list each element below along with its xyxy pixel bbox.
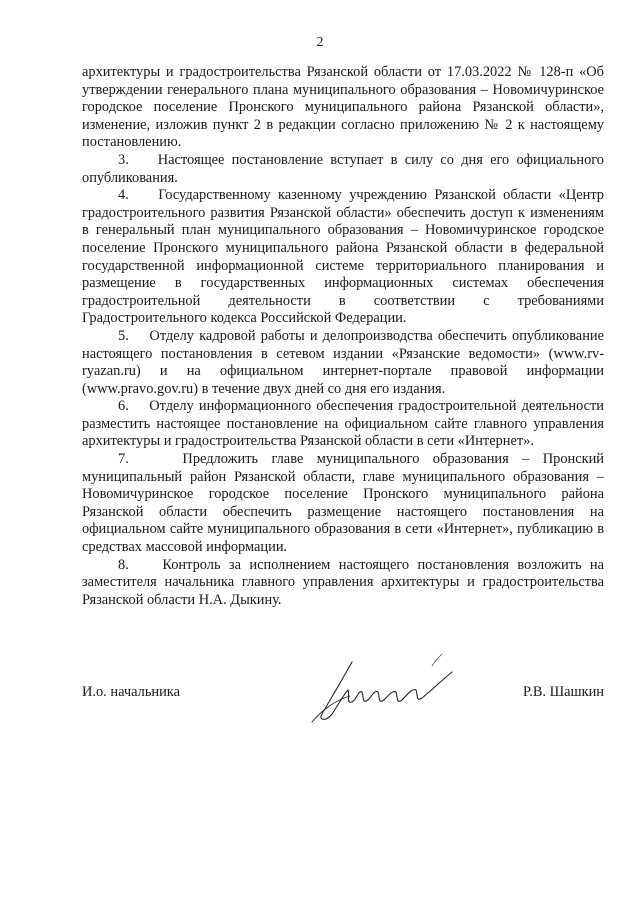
document-body	[82, 64, 604, 609]
paragraph-item-7: 7. Предложить главе муниципального образования – Пронский муниципальный район Рязанской области, главе муниципального образования – Новомичуринское городское поселение Пронского муниципального района Рязанской области обеспечить размещение настоящего постановления на официальном сайте муниципального образования в сети «Интернет», публикацию в средствах массовой информации.	[82, 451, 604, 556]
signatory-title: И.о. начальника	[82, 684, 180, 700]
signature-block	[82, 680, 604, 740]
paragraph-item-6: 6. Отделу информационного обеспечения градостроительной деятельности разместить настоящее постановление на официальном сайте главного управления архитектуры и градостроительства Рязанской области в сети «Интернет».	[82, 398, 604, 450]
paragraph-item-4: 4. Государственному казенному учреждению Рязанской области «Центр градостроительного развития Рязанской области» обеспечить доступ к изменениям в генеральный план муниципального образования – Новомичуринское городское поселение Пронского муниципального района Рязанской области в федеральной государственной информационной системе территориального планирования и размещение в государственных информационных системах обеспечения градостроительной деятельности в соответствии с требованиями Градостроительного кодекса Российской Федерации.	[82, 187, 604, 327]
paragraph-continuation: архитектуры и градостроительства Рязанской области от 17.03.2022 № 128-п «Об утверждении генерального плана муниципального образования – Новомичуринское городское поселение Пронского муниципального района Рязанской области», изменение, изложив пункт 2 в редакции согласно приложению № 2 к настоящему постановлению.	[82, 64, 604, 151]
paragraph-item-5: 5. Отделу кадровой работы и делопроизводства обеспечить опубликование настоящего постановления в сетевом издании «Рязанские ведомости» (www.rv-ryazan.ru) и на официальном интернет-портале правовой информации (www.pravo.gov.ru) в течение двух дней со дня его издания.	[82, 327, 604, 397]
handwritten-signature-icon	[292, 650, 492, 730]
page-number: 2	[316, 35, 324, 50]
paragraph-item-8: 8. Контроль за исполнением настоящего постановления возложить на заместителя начальника главного управления архитектуры и градостроительства Рязанской области Н.А. Дыкину.	[82, 556, 604, 608]
signatory-name: Р.В. Шашкин	[523, 684, 604, 700]
paragraph-item-3: 3. Настоящее постановление вступает в силу со дня его официального опубликования.	[82, 151, 604, 186]
